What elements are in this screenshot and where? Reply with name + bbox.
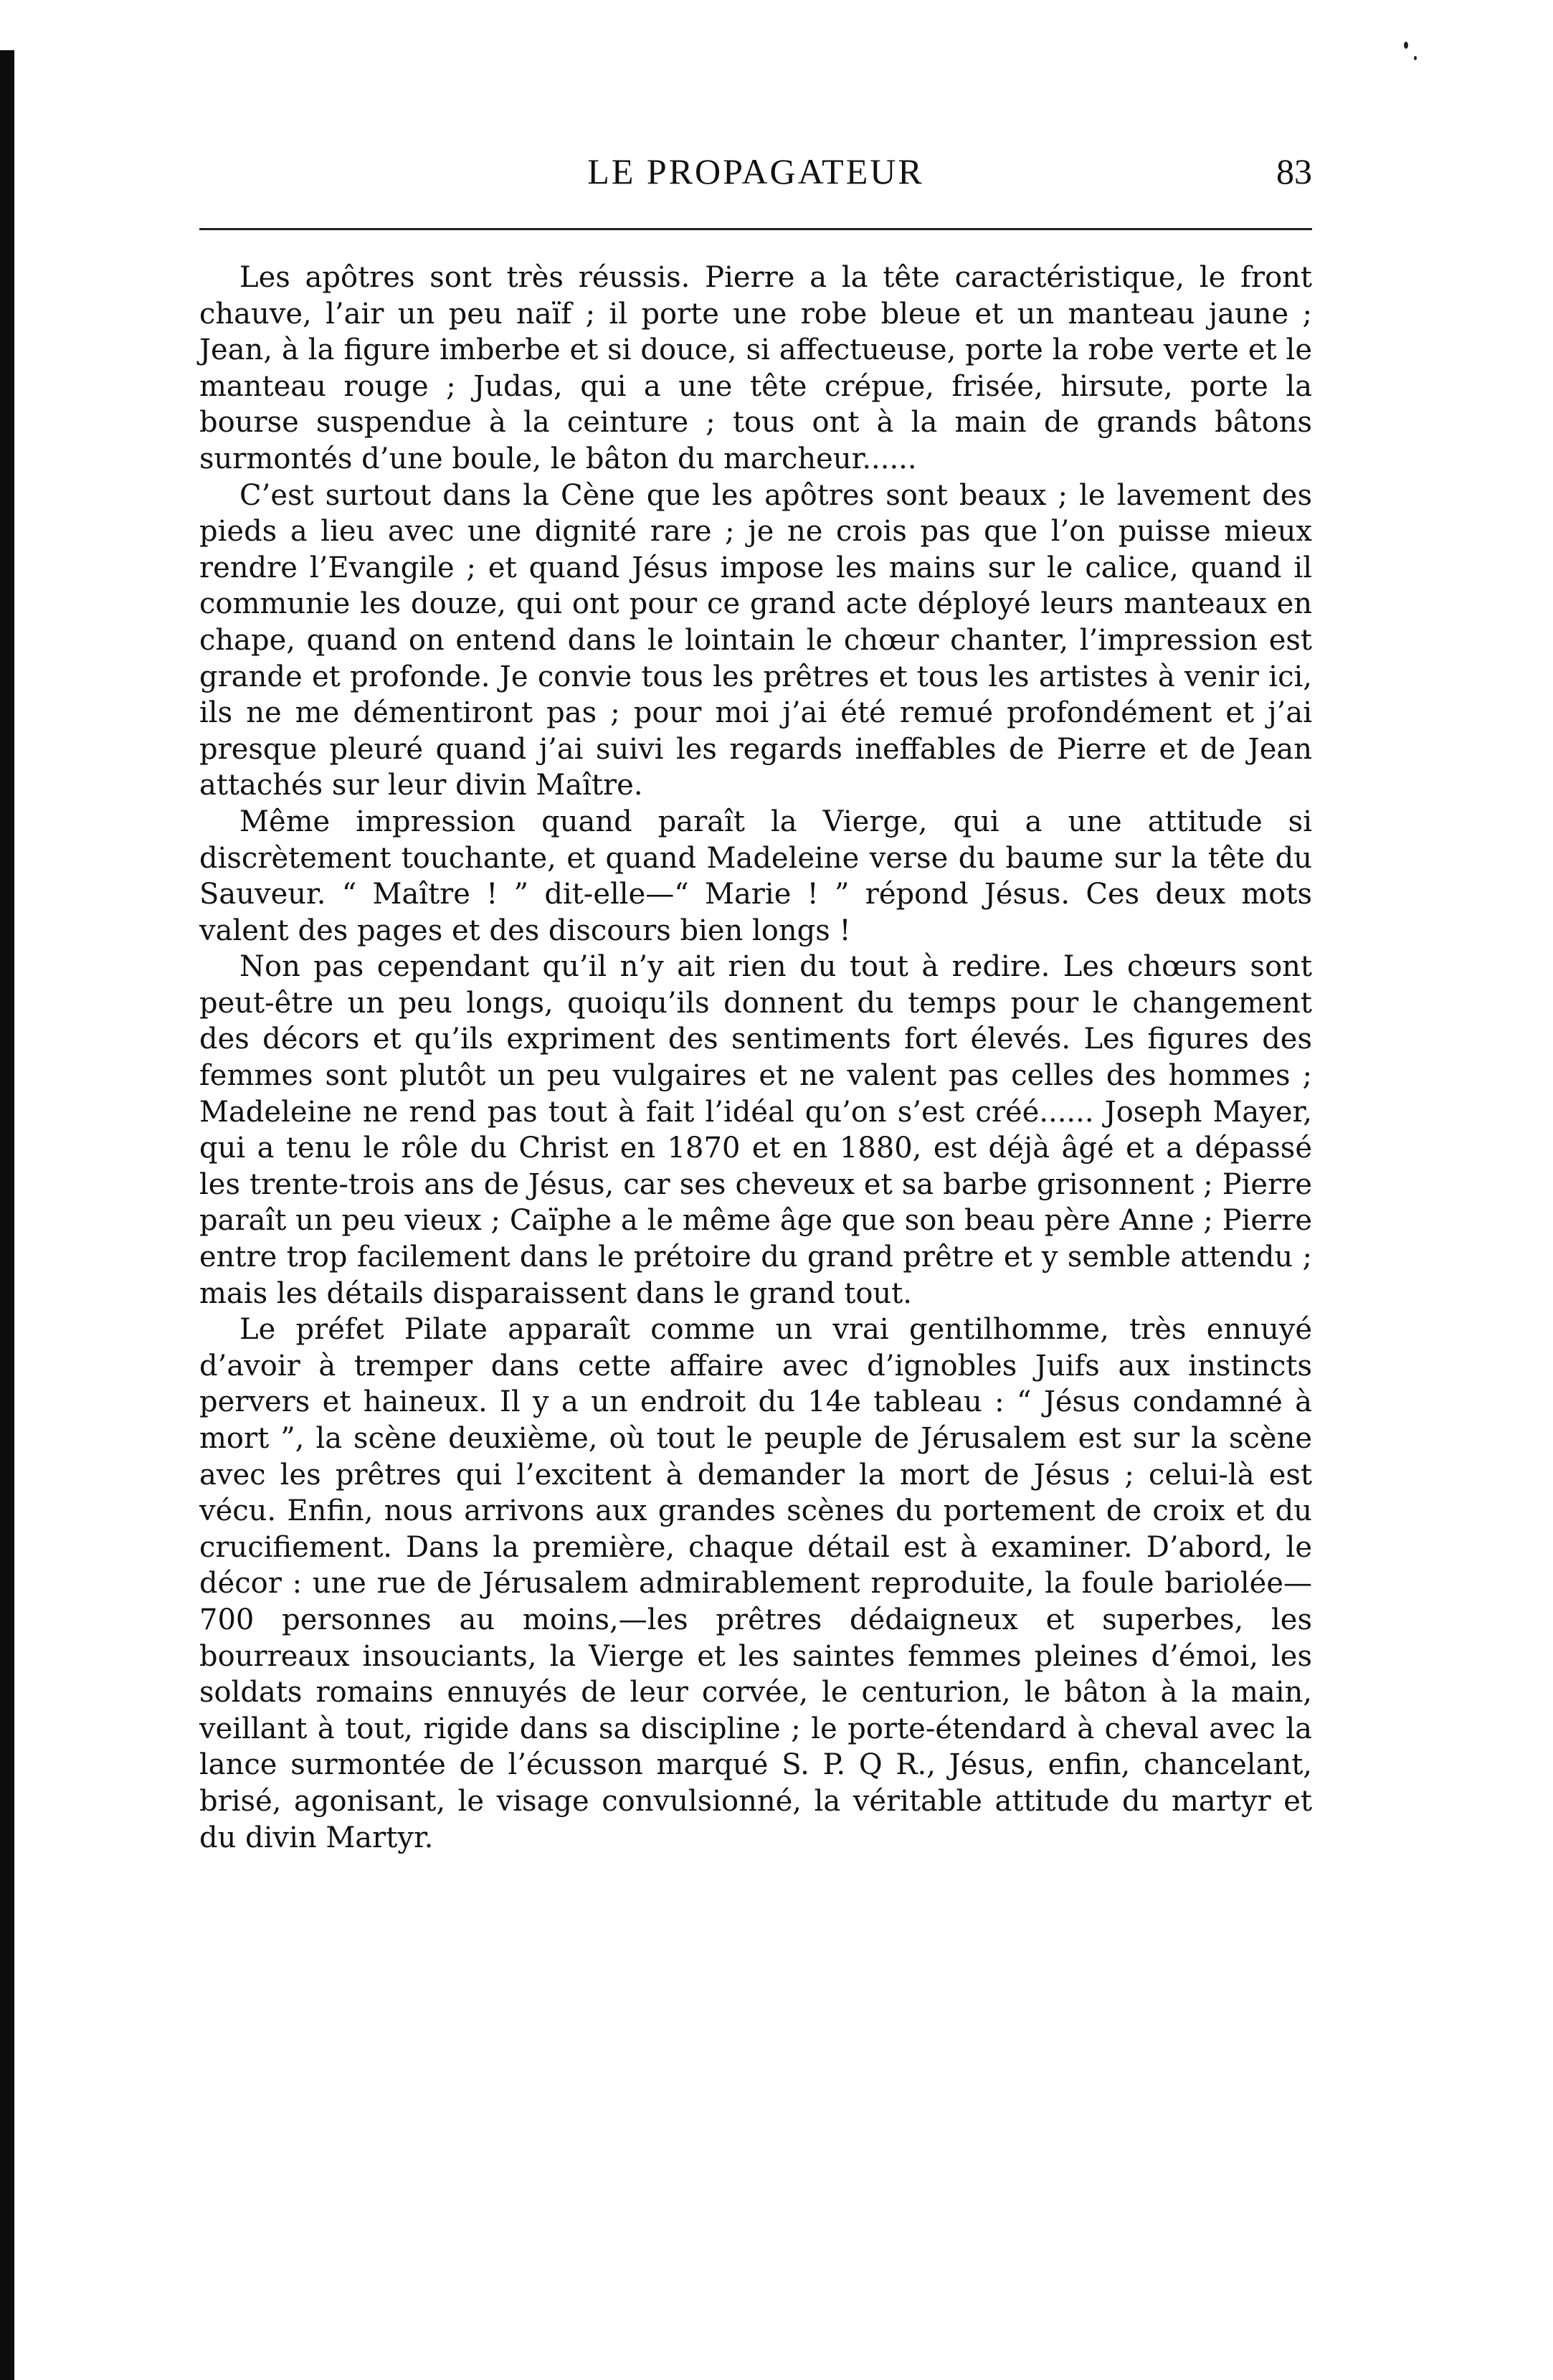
running-title: LE PROPAGATEUR — [587, 151, 924, 191]
paragraph: Le préfet Pilate apparaît comme un vrai gentilhomme, très ennuyé d’avoir à tremper dans cette affaire avec d’ignobles Juifs aux instincts pervers et haineux. Il y a un endroit du 14e tableau : “ Jésus condamné à mort ”, la scène deuxième, où tout le peuple de Jérusalem est sur la scène avec les prêtres qui l’excitent à demander la mort de Jésus ; celui-là est vécu. Enfin, nous arrivons aux grandes scènes du portement de croix et du crucifiement. Dans la première, chaque détail est à examiner. D’abord, le décor : une rue de Jérusalem admirablement reproduite, la foule bariolée—700 personnes au moins,—les prêtres dédaigneux et superbes, les bourreaux insouciants, la Vierge et les saintes femmes pleines d’émoi, les soldats romains ennuyés de leur corvée, le centurion, le bâton à la main, veillant à tout, rigide dans sa discipline ; le porte-étendard à cheval avec la lance surmontée de l’écusson marqué S. P. Q R., Jésus, enfin, chancelant, brisé, agonisant, le visage convulsionné, la véritable attitude du martyr et du divin Martyr. — [199, 1313, 1312, 1854]
page-number: 83 — [1276, 151, 1312, 191]
paragraph: Non pas cependant qu’il n’y ait rien du tout à redire. Les chœurs sont peut-être un peu longs, quoiqu’ils donnent du temps pour le changement des décors et qu’ils expriment des sentiments fort élevés. Les figures des femmes sont plutôt un peu vulgaires et ne valent pas celles des hommes ; Madeleine ne rend pas tout à fait l’idéal qu’on s’est créé...... Joseph Mayer, qui a tenu le rôle du Christ en 1870 et en 1880, est déjà âgé et a dépassé les trente-trois ans de Jésus, car ses cheveux et sa barbe grisonnent ; Pierre paraît un peu vieux ; Caïphe a le même âge que son beau père Anne ; Pierre entre trop facilement dans le prétoire du grand prêtre et y semble attendu ; mais les détails disparaissent dans le grand tout. — [199, 950, 1312, 1310]
paragraph: C’est surtout dans la Cène que les apôtres sont beaux ; le lavement des pieds a lieu avec une dignité rare ; je ne crois pas que l’on puisse mieux rendre l’Evangile ; et quand Jésus impose les mains sur le calice, quand il communie les douze, qui ont pour ce grand acte déployé leurs manteaux en chape, quand on entend dans le lointain le chœur chanter, l’impression est grande et profonde. Je convie tous les prêtres et tous les artistes à venir ici, ils ne me démentiront pas ; pour moi j’ai été remué profondément et j’ai presque pleuré quand j’ai suivi les regards ineffables de Pierre et de Jean attachés sur leur divin Maître. — [199, 478, 1312, 802]
scan-speck — [1414, 56, 1417, 60]
paragraph: Les apôtres sont très réussis. Pierre a la tête caractéristique, le front chauve, l’air un peu naïf ; il porte une robe bleue et un manteau jaune ; Jean, à la figure imberbe et si douce, si affectueuse, porte la robe verte et le manteau rouge ; Judas, qui a une tête crépue, frisée, hirsute, porte la bourse suspendue à la ceinture ; tous ont à la main de grands bâtons surmontés d’une boule, le bâton du marcheur...... — [199, 261, 1312, 475]
body-text — [199, 260, 1312, 1856]
scan-speck — [1404, 42, 1408, 49]
scan-edge-shadow — [0, 50, 14, 2380]
page-header — [199, 151, 1312, 201]
header-rule — [199, 228, 1312, 230]
paragraph: Même impression quand paraît la Vierge, qui a une attitude si discrètement touchante, et quand Madeleine verse du baume sur la tête du Sauveur. “ Maître ! ” dit-elle—“ Marie ! ” répond Jésus. Ces deux mots valent des pages et des discours bien longs ! — [199, 805, 1312, 947]
